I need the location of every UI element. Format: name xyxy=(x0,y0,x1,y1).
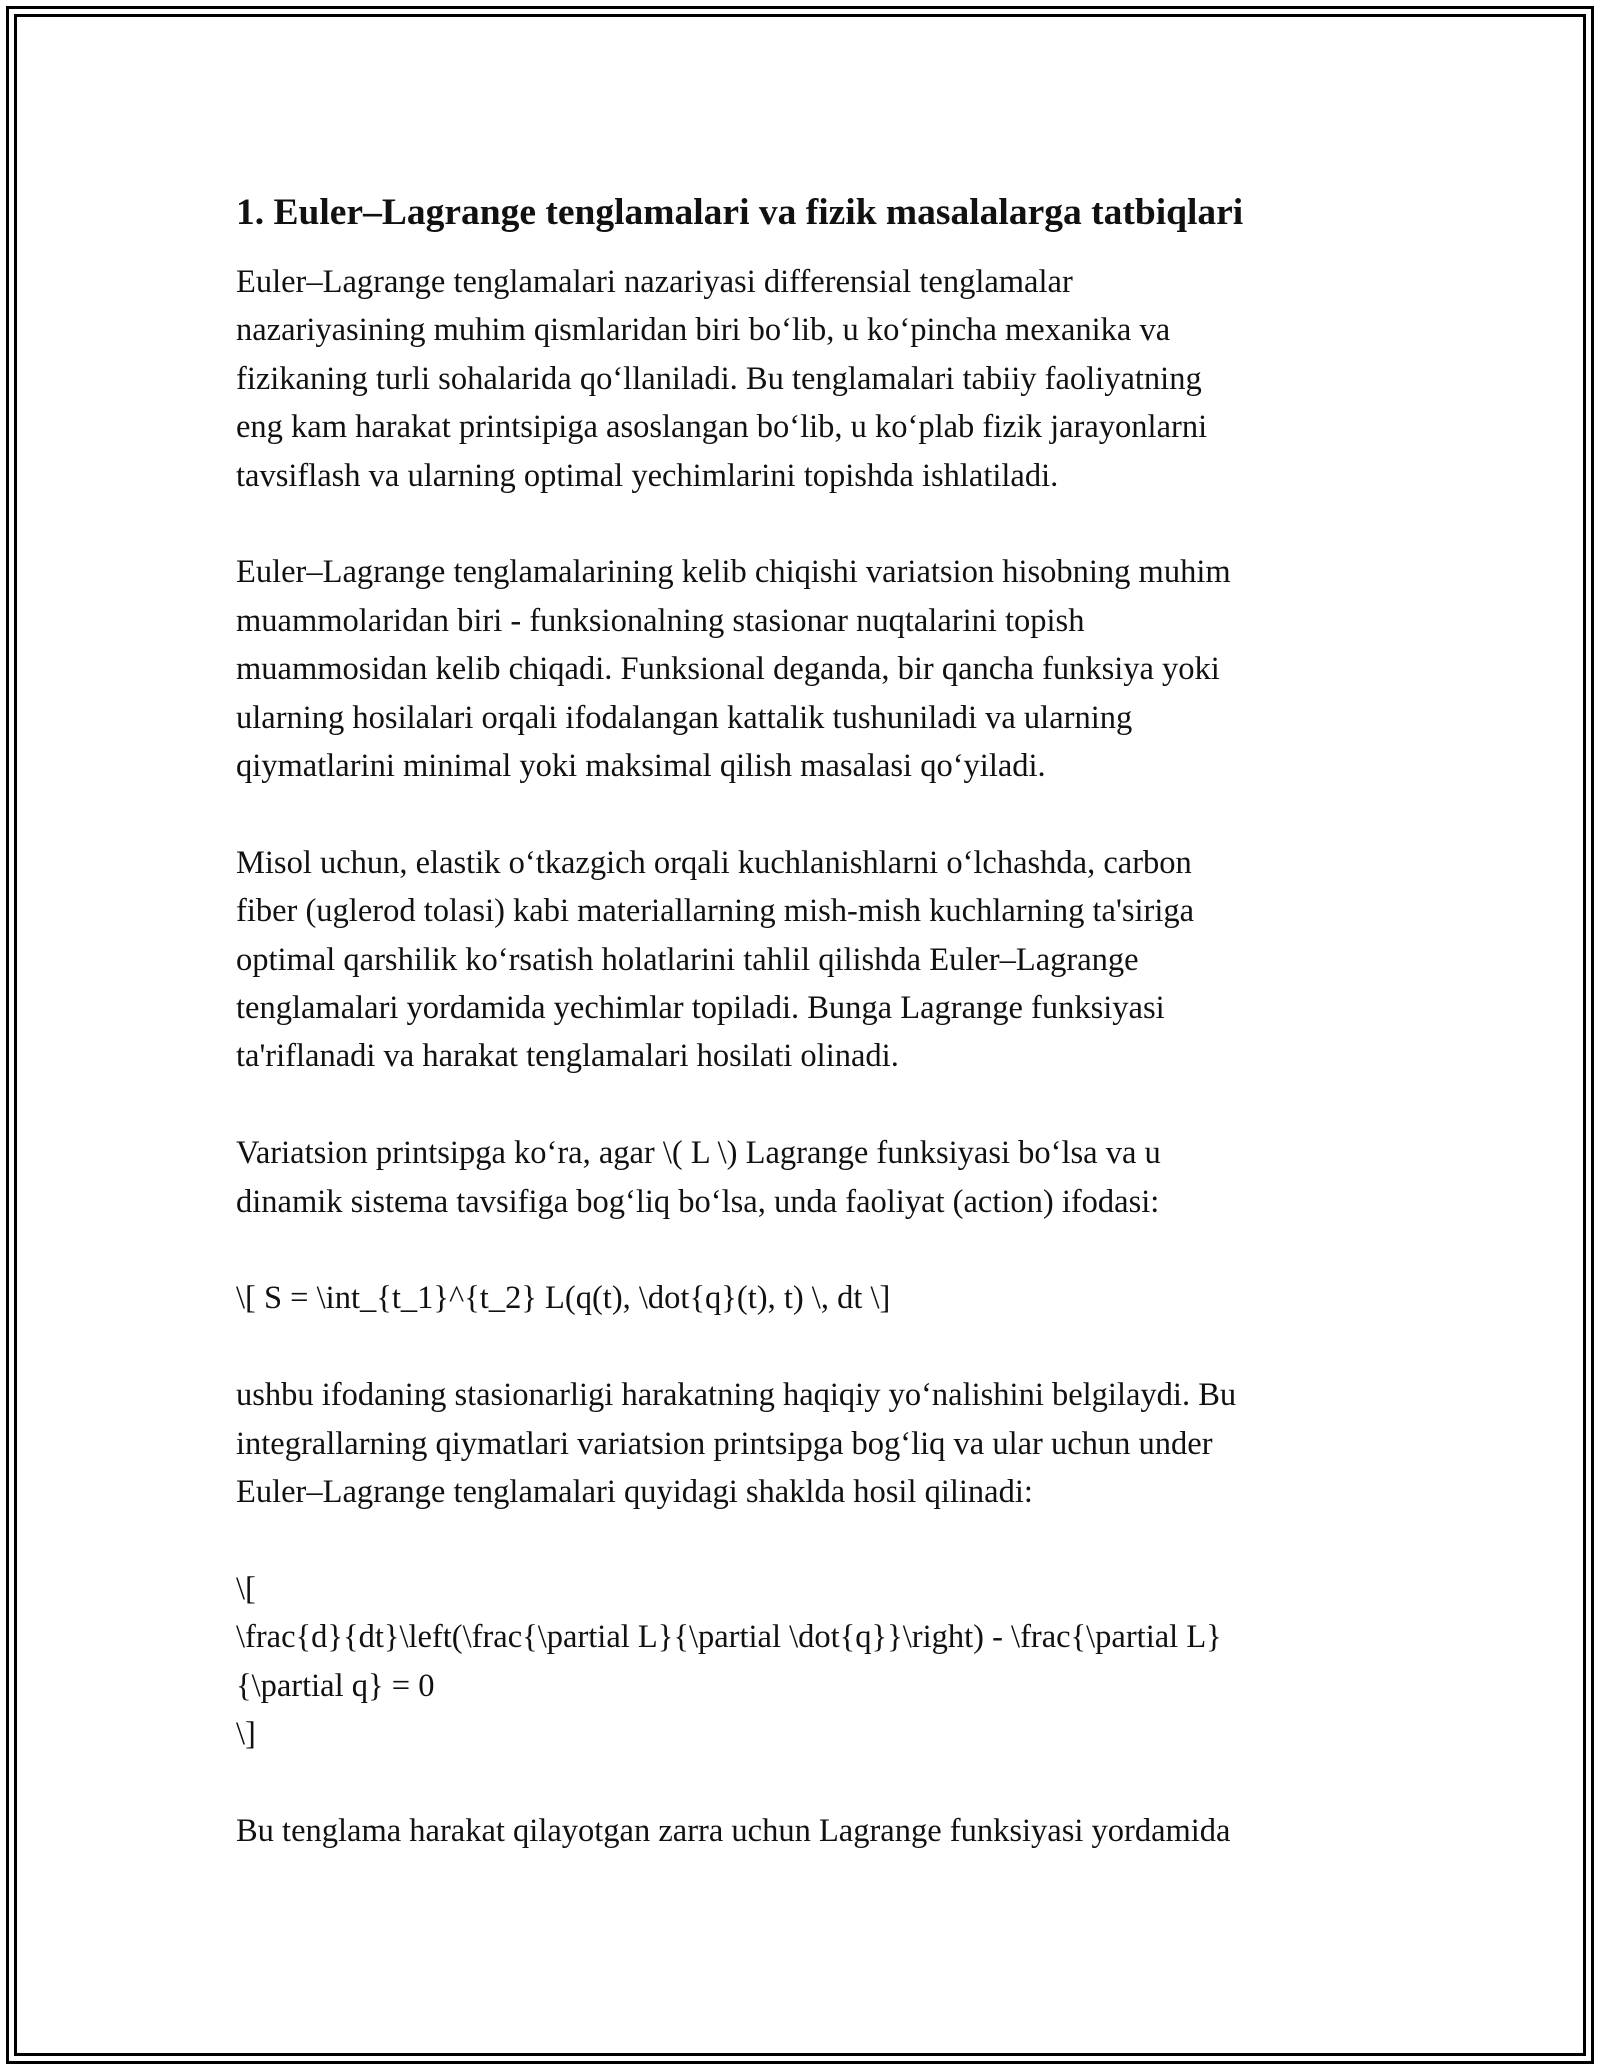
text-line: muammolaridan biri - funksionalning stasionar nuqtalarini topish xyxy=(236,602,1085,639)
text-line: \] xyxy=(236,1716,256,1753)
text-line: {\partial q} = 0 xyxy=(236,1667,435,1704)
paragraph xyxy=(236,1129,1376,1226)
text-line: Bu tenglama harakat qilayotgan zarra uchun Lagrange funksiyasi yordamida xyxy=(236,1812,1231,1849)
text-line: \[ S = \int_{t_1}^{t_2} L(q(t), \dot{q}(t), t) \, dt \] xyxy=(236,1280,891,1317)
text-line: nazariyasining muhim qismlaridan biri bo‘lib, u ko‘pincha mexanika va xyxy=(236,312,1171,349)
paragraph xyxy=(236,1371,1376,1516)
paragraph xyxy=(236,1274,1376,1322)
text-line: Variatsion printsipga ko‘ra, agar \( L \) Lagrange funksiyasi bo‘lsa va u xyxy=(236,1135,1161,1172)
text-line: integrallarning qiymatlari variatsion printsipga bog‘liq va ular uchun under xyxy=(236,1425,1213,1462)
paragraph xyxy=(236,258,1376,500)
text-line: tenglamalari yordamida yechimlar topiladi. Bunga Lagrange funksiyasi xyxy=(236,990,1165,1027)
text-line: \[ xyxy=(236,1570,256,1607)
text-line: dinamik sistema tavsifiga bog‘liq bo‘lsa, unda faoliyat (action) ifodasi: xyxy=(236,1183,1160,1220)
paragraph xyxy=(236,1565,1376,1759)
text-line: Euler–Lagrange tenglamalari nazariyasi differensial tenglamalar xyxy=(236,264,1073,300)
document-title: 1. Euler–Lagrange tenglamalari va fizik masalalarga tatbiqlari xyxy=(236,192,1244,233)
text-line: qiymatlarini minimal yoki maksimal qilish masalasi qo‘yiladi. xyxy=(236,748,1046,785)
text-line: Misol uchun, elastik o‘tkazgich orqali kuchlanishlarni o‘lchashda, carbon xyxy=(236,844,1192,881)
document-body xyxy=(236,182,1376,1855)
paragraph xyxy=(236,548,1376,790)
text-line: tavsiflash va ularning optimal yechimlarini topishda ishlatiladi. xyxy=(236,457,1059,494)
text-line: Euler–Lagrange tenglamalarining kelib chiqishi variatsion hisobning muhim xyxy=(236,554,1231,591)
text-line: muammosidan kelib chiqadi. Funksional deganda, bir qancha funksiya yoki xyxy=(236,651,1220,688)
text-line: Euler–Lagrange tenglamalari quyidagi shaklda hosil qilinadi: xyxy=(236,1474,1033,1511)
text-line: fizikaning turli sohalarida qo‘llaniladi. Bu tenglamalari tabiiy faoliyatning xyxy=(236,360,1202,397)
text-line: \frac{d}{dt}\left(\frac{\partial L}{\partial \dot{q}}\right) - \frac{\partial L} xyxy=(236,1619,1222,1656)
text-line: eng kam harakat printsipiga asoslangan bo‘lib, u ko‘plab fizik jarayonlarni xyxy=(236,409,1208,446)
text-line: ta'riflanadi va harakat tenglamalari hosilati olinadi. xyxy=(236,1038,899,1075)
text-line: ushbu ifodaning stasionarligi harakatning haqiqiy yo‘nalishini belgilaydi. Bu xyxy=(236,1377,1237,1414)
text-line: optimal qarshilik ko‘rsatish holatlarini tahlil qilishda Euler–Lagrange xyxy=(236,941,1139,978)
paragraph xyxy=(236,839,1376,1081)
paragraph xyxy=(236,1807,1376,1855)
text-line: ularning hosilalari orqali ifodalangan kattalik tushuniladi va ularning xyxy=(236,699,1133,736)
paragraph-list xyxy=(236,258,1376,1855)
text-line: fiber (uglerod tolasi) kabi materiallarning mish-mish kuchlarning ta'siriga xyxy=(236,893,1195,930)
